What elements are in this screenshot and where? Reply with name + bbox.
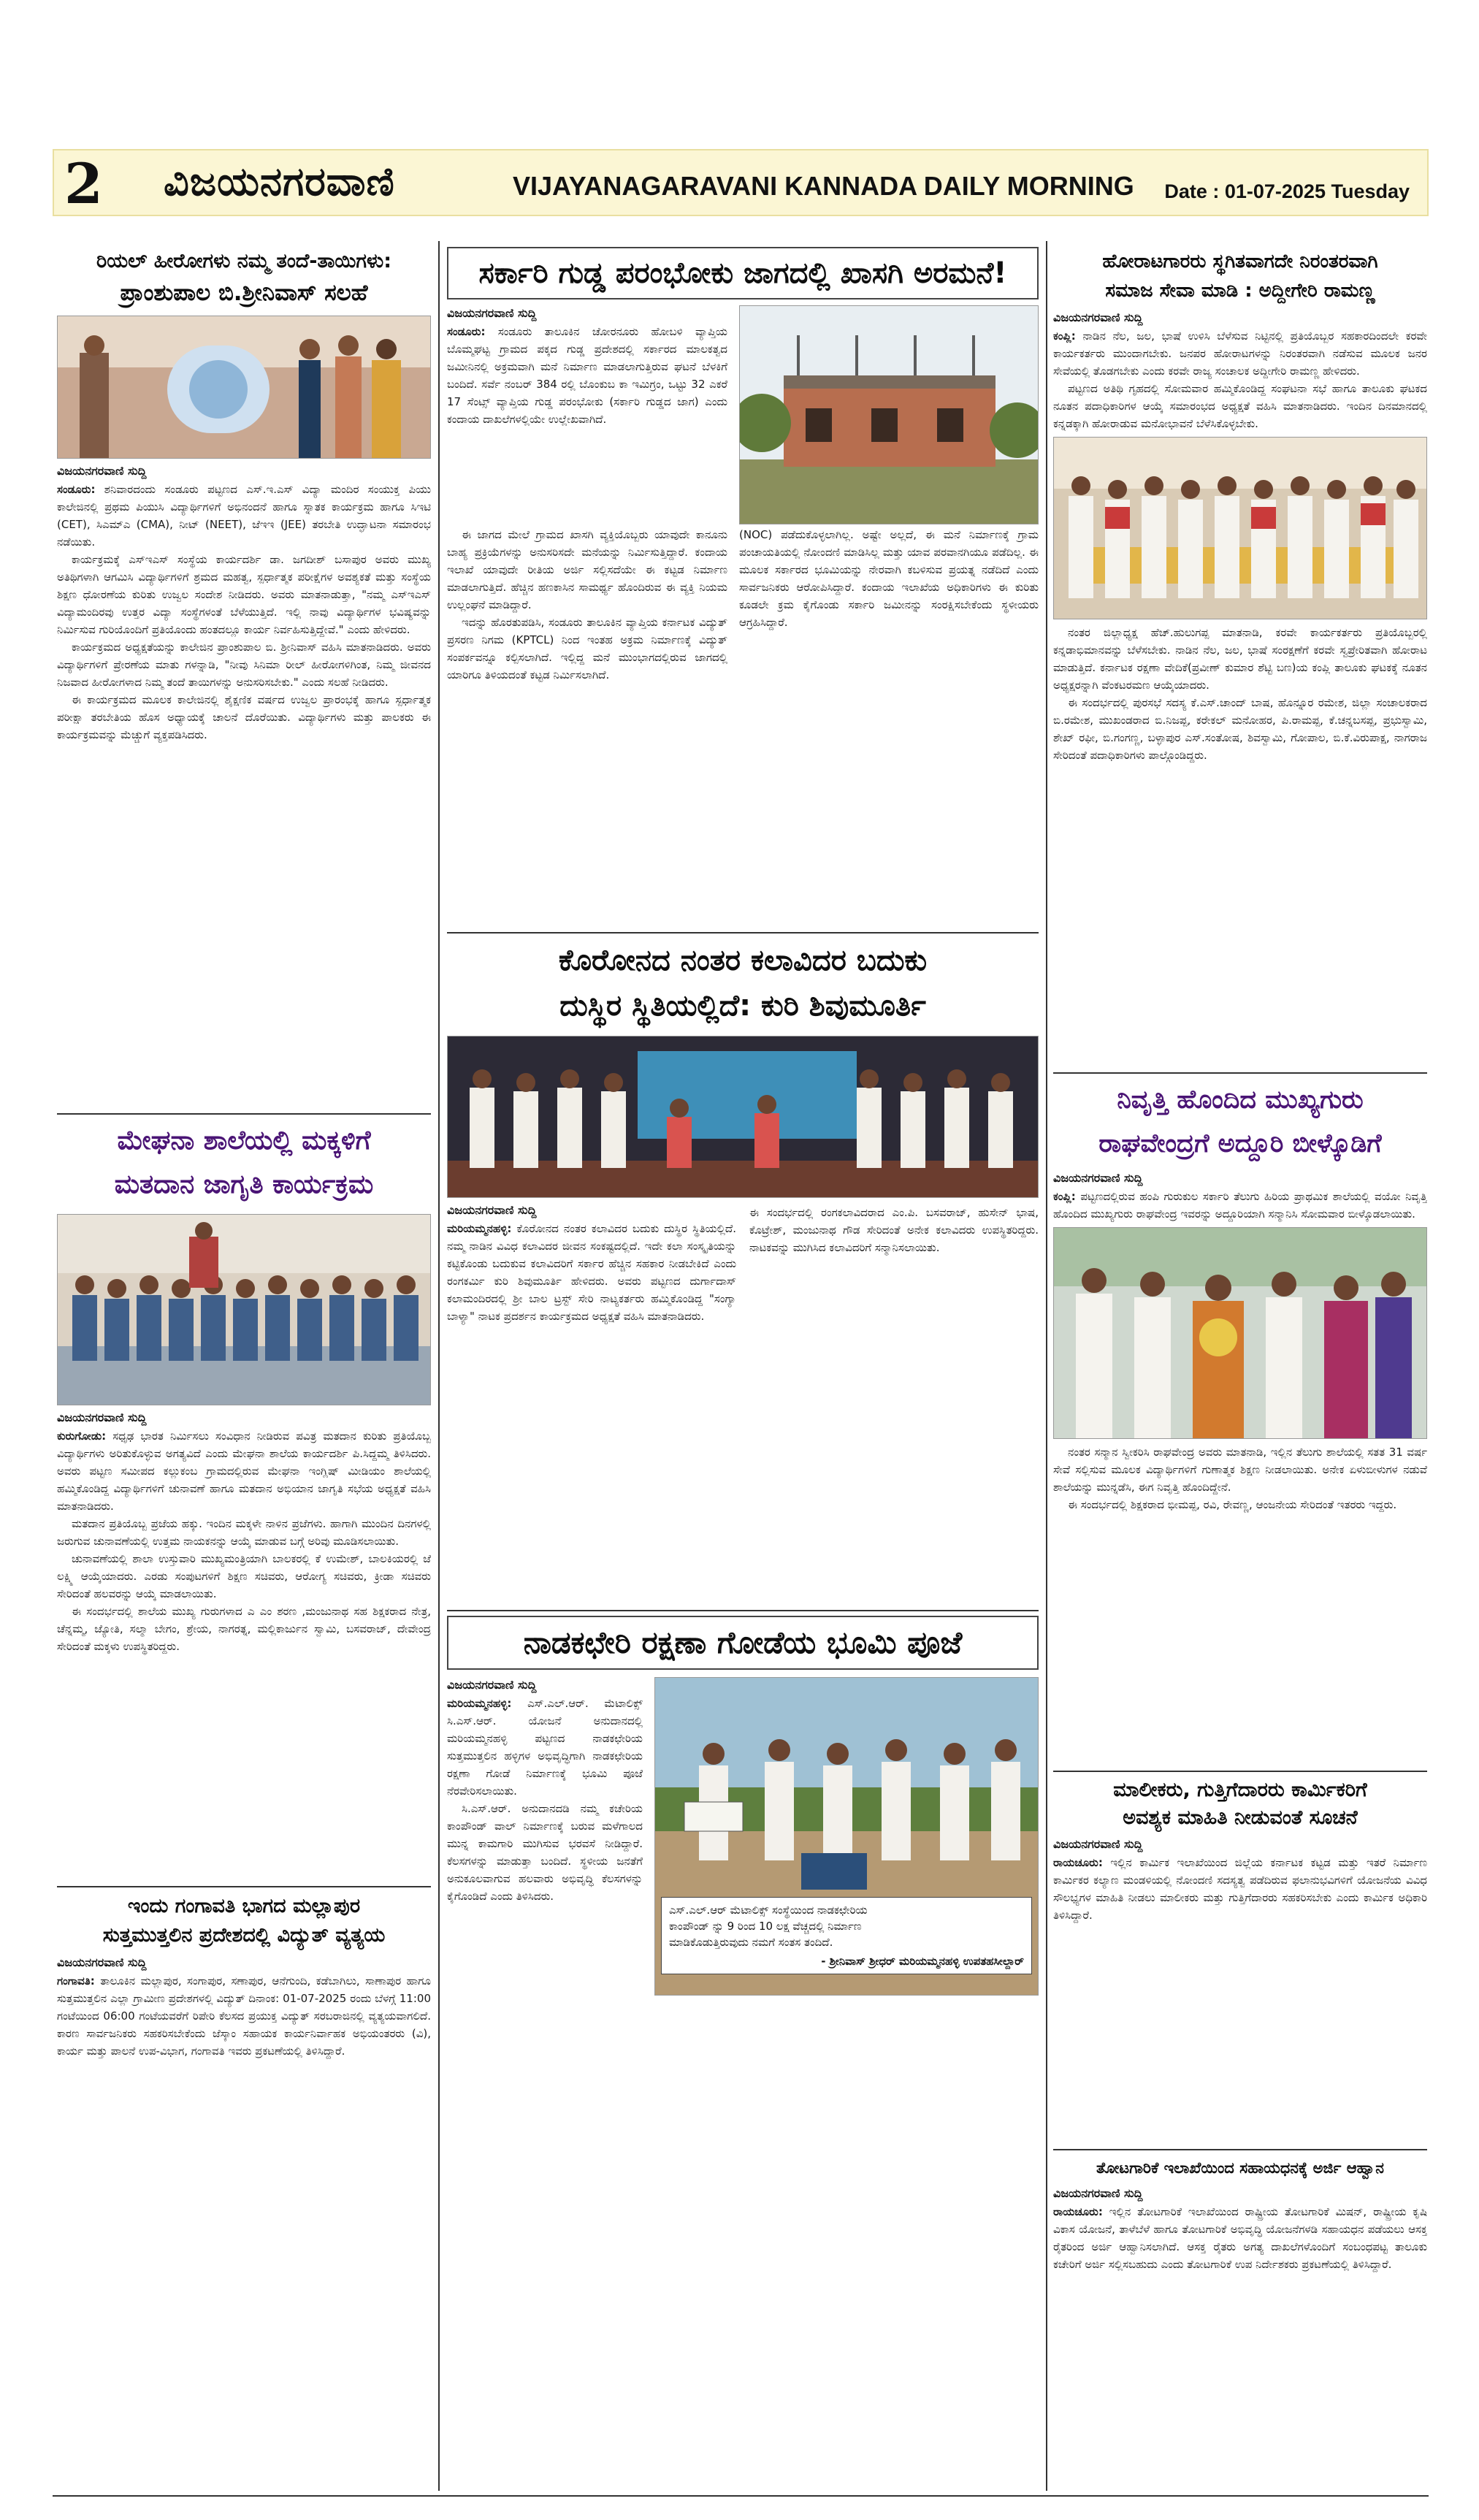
article-headline: ಮತದಾನ ಜಾಗೃತಿ ಕಾರ್ಯಕ್ರಮ: [114, 1169, 374, 1199]
article-body: ಗಂಗಾವತಿ: ತಾಲೂಕಿನ ಮಲ್ಲಾಪುರ, ಸಂಗಾಪುರ, ಸಣಾಪುರ, ಆನೆಗುಂದಿ, ಕಡೆಬಾಗಿಲು, ಸಾಣಾಪುರ ಹಾಗೂ ಸುತ್ತಮುತ್ತಲಿನ ಎಲ್ಲಾ ಗ್ರಾಮೀಣ ಪ್ರದೇಶಗಳಲ್ಲಿ ವಿದ್ಯುತ್ ದಿನಾಂಕ: 01-07-2025 ರಂದು ಬೆಳಗ್ಗೆ 11:00 ಗಂಟೆಯಿಂದ 06:00 ಗಂಟೆಯವರೆಗೆ ರಿಪೇರಿ ಕೆಲಸದ ಪ್ರಯುಕ್ತ ವಿದ್ಯುತ್ ಸರಬರಾಜಿನಲ್ಲಿ ವ್ಯತ್ಯಯವಾಗಲಿದೆ. ಕಾರಣ ಸಾರ್ವಜನಿಕರು ಸಹಕರಿಸಬೇಕೆಂದು ಜೆಸ್ಕಾಂ ಸಹಾಯಕ ಕಾರ್ಯನಿರ್ವಾಹಕ ಅಭಿಯಂತರರು (ವಿ), ಕಾರ್ಯ ಮತ್ತು ಪಾಲನೆ ಉಪ-ವಿಭಾಗ, ಗಂಗಾವತಿ ಇವರು ಪ್ರಕಟಣೆಯಲ್ಲಿ ತಿಳಿಸಿದ್ದಾರೆ.: [57, 1974, 431, 2058]
article-body: (NOC) ಪಡೆದುಕೊಳ್ಳಲಾಗಿಲ್ಲ. ಅಷ್ಟೇ ಅಲ್ಲದೆ, ಈ ಮನೆ ನಿರ್ಮಾಣಕ್ಕೆ ಗ್ರಾಮ ಪಂಚಾಯತಿಯಲ್ಲಿ ನೋಂದಣಿ ಮಾಡಿಸಿಲ್ಲ ಮತ್ತು ಯಾವ ಪರವಾನಗಿಯೂ ಪಡೆದಿಲ್ಲ. ಈ ಮೂಲಕ ಸರ್ಕಾರದ ಭೂಮಿಯನ್ನು ನೇರವಾಗಿ ಕಬಳಿಸುವ ಪ್ರಯತ್ನ ನಡೆದಿದೆ ಎಂದು ಸಾರ್ವಜನಿಕರು ಆರೋಪಿಸಿದ್ದಾರೆ. ಕಂದಾಯ ಇಲಾಖೆಯ ಅಧಿಕಾರಿಗಳು ಈ ಕುರಿತು ಕೂಡಲೇ ಕ್ರಮ ಕೈಗೊಂಡು ಸರ್ಕಾರಿ ಜಮೀನನ್ನು ಸಂರಕ್ಷಿಸಬೇಕೆಂದು ಸ್ಥಳೀಯರು ಆಗ್ರಹಿಸಿದ್ದಾರೆ.: [739, 528, 1039, 629]
article-horticulture-subsidy: [1053, 2155, 1427, 2491]
caption-credit: - ಶ್ರೀನಿವಾಸ್ ಶ್ರೀಧರ್ ಮರಿಯಮ್ಮನಹಳ್ಳಿ ಉಪತಹಸೀಲ್ದಾರ್: [821, 1955, 1024, 1968]
article-voting-awareness: [57, 1119, 431, 1879]
dateline: ಕಂಪ್ಲಿ:: [1053, 1190, 1076, 1203]
dateline: ಕಂಪ್ಲಿ:: [1053, 329, 1076, 343]
group-photo: [1054, 438, 1427, 619]
article-byline: ವಿಜಯನಗರವಾಣಿ ಸುದ್ದಿ: [57, 1955, 147, 1969]
article-body: ಈ ಸಂದರ್ಭದಲ್ಲಿ ಪುರಸಭೆ ಸದಸ್ಯ ಕೆ.ಎಸ್.ಚಾಂದ್ ಬಾಷ, ಹೊನ್ನೂರ ರಮೇಶ, ಜಿಲ್ಲಾ ಸಂಚಾಲಕರಾದ ಬಿ.ರಮೇಶ, ಮುಖಂಡರಾದ ಬಿ.ನಿಜಪ್ಪ, ಕರೇಕಲ್ ಮನೋಹರ, ಪಿ.ರಾಮಪ್ಪ, ಕೆ.ಚನ್ನಬಸಪ್ಪ, ಪ್ರಭುಸ್ವಾಮಿ, ಶೇಖ್ ರಫೀ, ಬಿ.ಗಂಗಣ್ಣ, ಬಳ್ಳಾಪುರ ಎಸ್.ಸಂತೋಷ, ಶಿವಸ್ವಾಮಿ, ಗೋಪಾಲ, ಬಿ.ಕೆ.ವಿರುಪಾಕ್ಷ, ನಾಗರಾಜ ಸೇರಿದಂತೆ ಪದಾಧಿಕಾರಿಗಳು ಪಾಲ್ಗೊಂಡಿದ್ದರು.: [1053, 696, 1427, 762]
article-retirement: [1053, 1078, 1427, 1765]
column-divider: [438, 241, 440, 2491]
article-divider: [447, 932, 1039, 933]
article-byline: ವಿಜಯನಗರವಾಣಿ ಸುದ್ದಿ: [57, 464, 147, 478]
article-body: ಮತದಾನ ಪ್ರತಿಯೊಬ್ಬ ಪ್ರಜೆಯ ಹಕ್ಕು. ಇಂದಿನ ಮಕ್ಕಳೇ ನಾಳಿನ ಪ್ರಜೆಗಳು. ಹಾಗಾಗಿ ಮುಂದಿನ ದಿನಗಳಲ್ಲಿ ಜರುಗುವ ಚುನಾವಣೆಯಲ್ಲಿ ಉತ್ತಮ ನಾಯಕನನ್ನು ಆಯ್ಕೆ ಮಾಡುವ ಬಗ್ಗೆ ಅರಿವು ಮೂಡಿಸಲಾಯಿತು.: [57, 1517, 431, 1548]
article-body: ಚುನಾವಣೆಯಲ್ಲಿ ಶಾಲಾ ಉಸ್ತುವಾರಿ ಮುಖ್ಯಮಂತ್ರಿಯಾಗಿ ಬಾಲಕರಲ್ಲಿ ಕೆ ಉಮೇಶ್, ಬಾಲಕಿಯರಲ್ಲಿ ಜೆ ಲಕ್ಷ್ಮಿ ಆಯ್ಕೆಯಾದರು. ಎರಡು ಸಂಪುಟಗಳಿಗೆ ಶಿಕ್ಷಣ ಸಚಿವರು, ಆರೋಗ್ಯ ಸಚಿವರು, ಕ್ರೀಡಾ ಸಚಿವರು ಸೇರಿದಂತೆ ಹಲವರನ್ನು ಆಯ್ಕೆ ಮಾಡಲಾಯಿತು.: [57, 1552, 431, 1600]
construction-photo: [739, 305, 1039, 524]
newspaper-title-english: VIJAYANAGARAVANI KANNADA DAILY MORNING: [513, 171, 1134, 201]
stage-photo: [448, 1036, 1039, 1198]
article-body: ಈ ಸಂದರ್ಭದಲ್ಲಿ ರಂಗಕಲಾವಿದರಾದ ಎಂ.ಪಿ. ಬಸವರಾಜ್, ಹುಸೇನ್ ಭಾಷ, ಕೊಟ್ರೇಶ್, ಮಂಜುನಾಥ ಗೌಡ ಸೇರಿದಂತೆ ಅನೇಕ ಕಲಾವಿದರು ಉಪಸ್ಥಿತರಿದ್ದರು. ನಾಟಕವನ್ನು ಮುಗಿಸಿದ ಕಲಾವಿದರಿಗೆ ಸನ್ಮಾನಿಸಲಾಯಿತು.: [749, 1206, 1039, 1254]
article-body: ಈ ಸಂದರ್ಭದಲ್ಲಿ ಶಿಕ್ಷಕರಾದ ಭೀಮಪ್ಪ, ರವಿ, ರೇವಣ್ಣ, ಆಂಜನೇಯ ಸೇರಿದಂತೆ ಇತರರು ಇದ್ದರು.: [1068, 1498, 1397, 1511]
article-principal-advice: [57, 247, 431, 1110]
article-headline: ನಾಡಕಛೇರಿ ರಕ್ಷಣಾ ಗೋಡೆಯ ಭೂಮಿ ಪೂಜೆ: [447, 1616, 1039, 1670]
dateline: ಮರಿಯಮ್ಮನಹಳ್ಳಿ:: [447, 1697, 512, 1710]
students-photo: [57, 1214, 431, 1405]
article-divider: [1053, 2149, 1427, 2150]
article-body: ಕಂಪ್ಲಿ: ನಾಡಿನ ನೆಲ, ಜಲ, ಭಾಷೆ ಉಳಿಸಿ ಬೆಳೆಸುವ ನಿಟ್ಟಿನಲ್ಲಿ ಪ್ರತಿಯೊಬ್ಬರ ಸಹಕಾರದಿಂದಲೇ ಕರವೇ ಕಾರ್ಯಕರ್ತರು ಮುಂದಾಗಬೇಕು. ಜನಪರ ಹೋರಾಟಗಳನ್ನು ನಿರಂತರವಾಗಿ ನಡೆಸುವ ಮೂಲಕ ಜನರ ಸೇವೆಯಲ್ಲಿ ತೊಡಗಬೇಕು ಎಂದು ಕರವೇ ರಾಜ್ಯ ಸಂಚಾಲಕ ಅದ್ದೀಗೇರಿ ರಾಮಣ್ಣ ಹೇಳಿದರು.: [1053, 329, 1427, 378]
stage-event-photo: [447, 1036, 1039, 1198]
article-byline: ವಿಜಯನಗರವಾಣಿ ಸುದ್ದಿ: [447, 1203, 537, 1217]
caption-line: ಮಾಡಿಕೊಡುತ್ತಿರುವುದು ನಮಗೆ ಸಂತಸ ತಂದಿದೆ.: [669, 1936, 833, 1949]
issue-date: Date : 01-07-2025 Tuesday: [1164, 180, 1410, 202]
felicitation-photo: [1053, 1227, 1427, 1439]
article-compound-wall: [447, 1616, 1039, 2491]
article-body: ನಂತರ ಸನ್ಮಾನ ಸ್ವೀಕರಿಸಿ ರಾಘವೇಂದ್ರ ಅವರು ಮಾತನಾಡಿ, ಇಲ್ಲಿನ ತೆಲುಗು ಶಾಲೆಯಲ್ಲಿ ಸತತ 31 ವರ್ಷ ಸೇವೆ ಸಲ್ಲಿಸುವ ಮೂಲಕ ವಿದ್ಯಾರ್ಥಿಗಳಿಗೆ ಗುಣಾತ್ಮಕ ಶಿಕ್ಷಣ ನೀಡಲಾಯಿತು. ಅನೇಕ ಏಳುಬೀಳುಗಳ ನಡುವೆ ಶಾಲೆಯನ್ನು ಮುನ್ನಡೆಸಿ, ಈಗ ನಿವೃತ್ತಿ ಹೊಂದಿದ್ದೇನೆ.: [1053, 1446, 1427, 1494]
article-karave-meeting: [1053, 247, 1427, 1066]
article-headline: ಸರ್ಕಾರಿ ಗುಡ್ಡ ಪರಂಭೋಕು ಜಾಗದಲ್ಲಿ ಖಾಸಗಿ ಅರಮನೆ!: [447, 247, 1039, 299]
retirement-photo: [1054, 1228, 1427, 1439]
article-body: ಪಟ್ಟಣದ ಅತಿಥಿ ಗೃಹದಲ್ಲಿ ಸೋಮವಾರ ಹಮ್ಮಿಕೊಂಡಿದ್ದ ಸಂಘಟನಾ ಸಭೆ ಹಾಗೂ ತಾಲೂಕು ಘಟಕದ ನೂತನ ಪದಾಧಿಕಾರಿಗಳ ಆಯ್ಕೆ ಸಮಾರಂಭದ ಅಧ್ಯಕ್ಷತೆ ವಹಿಸಿ ಮಾತನಾಡಿದರು. ಇಂದಿನ ದಿನಮಾನದಲ್ಲಿ ಕನ್ನಡಕ್ಕಾಗಿ ಹೋರಾಡುವ ಮನೋಭಾವನೆ ಬೆಳೆಸಿಕೊಳ್ಳಬೇಕು.: [1053, 382, 1427, 430]
event-photo: [57, 316, 431, 459]
article-headline: ಪ್ರಾಂಶುಪಾಲ ಬಿ.ಶ್ರೀನಿವಾಸ್ ಸಲಹೆ: [120, 280, 368, 306]
ceremony-photo: [58, 316, 431, 459]
article-byline: ವಿಜಯನಗರವಾಣಿ ಸುದ್ದಿ: [1053, 2186, 1143, 2200]
article-headline: ಮೇಘನಾ ಶಾಲೆಯಲ್ಲಿ ಮಕ್ಕಳಿಗೆ: [117, 1126, 371, 1156]
masthead: [53, 149, 1429, 216]
article-body: ಕಂಪ್ಲಿ: ಪಟ್ಟಣದಲ್ಲಿರುವ ಹಂಪಿ ಗುರುಕುಲ ಸರ್ಕಾರಿ ತೆಲುಗು ಹಿರಿಯ ಪ್ರಾಥಮಿಕ ಶಾಲೆಯಲ್ಲಿ ವಯೋ ನಿವೃತ್ತಿ ಹೊಂದಿದ ಮುಖ್ಯಗುರು ರಾಘವೇಂದ್ರ ಇವರನ್ನು ಅದ್ದೂರಿಯಾಗಿ ಸನ್ಮಾನಿಸಿ ಸೋಮವಾರ ಬೀಳ್ಕೊಡಲಾಯಿತು.: [1053, 1190, 1427, 1221]
column-divider: [1046, 241, 1047, 2491]
building-site-photo: [740, 306, 1039, 524]
article-headline: ಮಾಲೀಕರು, ಗುತ್ತಿಗೆದಾರರು ಕಾರ್ಮಿಕರಿಗೆ: [1113, 1779, 1367, 1801]
article-headline: ತೋಟಗಾರಿಕೆ ಇಲಾಖೆಯಿಂದ ಸಹಾಯಧನಕ್ಕೆ ಅರ್ಜಿ ಆಹ್ವಾನ: [1096, 2159, 1384, 2177]
page-number: 2: [64, 151, 103, 216]
article-body: ಕಾರ್ಯಕ್ರಮಕ್ಕೆ ಎಸ್‌ಇಎಸ್ ಸಂಸ್ಥೆಯ ಕಾರ್ಯದರ್ಶಿ ಡಾ. ಜಗದೀಶ್ ಬಸಾಪುರ ಅವರು ಮುಖ್ಯ ಅತಿಥಿಗಳಾಗಿ ಆಗಮಿಸಿ ವಿದ್ಯಾರ್ಥಿಗಳಿಗೆ ಶ್ರಮದ ಮಹತ್ವ, ಸ್ಪರ್ಧಾತ್ಮಕ ಪರೀಕ್ಷೆಗಳ ಅವಶ್ಯಕತೆ ಮತ್ತು ಸಂಸ್ಥೆಯ ಶಿಕ್ಷಣ ಧೋರಣೆಯ ಕುರಿತು ಉಜ್ವಲ ಸಂದೇಶ ನೀಡಿದರು. ಅವರು ಮಾತನಾಡುತ್ತಾ, "ನಮ್ಮ ಎಸ್‌ಇಎಸ್ ವಿದ್ಯಾಮಂದಿರವು ಉತ್ತರ ವಿದ್ಯಾ ಸಂಸ್ಥೆಗಳಂತೆ ಬೆಳೆಯುತ್ತಿದೆ. ಇಲ್ಲಿ ನಾವು ವಿದ್ಯಾರ್ಥಿಗಳ ಭವಿಷ್ಯವನ್ನು ನಿರ್ಮಿಸುವ ಗುರಿಯೊಂದಿಗೆ ಪ್ರತಿಯೊಂದು ಹಂತದಲ್ಲೂ ಕಾರ್ಯ ನಿರ್ವಹಿಸುತ್ತಿದ್ದೇವೆ." ಎಂದು ಹೇಳಿದರು.: [57, 553, 431, 636]
dateline: ಗಂಗಾವತಿ:: [57, 1974, 95, 1988]
classroom-photo: [58, 1215, 431, 1405]
article-byline: ವಿಜಯನಗರವಾಣಿ ಸುದ್ದಿ: [447, 306, 537, 320]
ground-breaking-photo: [654, 1677, 1039, 1996]
article-body: ಈ ಜಾಗದ ಮೇಲೆ ಗ್ರಾಮದ ಖಾಸಗಿ ವ್ಯಕ್ತಿಯೊಬ್ಬರು ಯಾವುದೇ ಕಾನೂನು ಬಾಹ್ಯ ಪ್ರಕ್ರಿಯೆಗಳನ್ನು ಅನುಸರಿಸದೇ ಮನೆಯನ್ನು ನಿರ್ಮಿಸುತ್ತಿದ್ದಾರೆ. ಕಂದಾಯ ಇಲಾಖೆ ಯಾವುದೇ ರೀತಿಯ ಅರ್ಜಿ ಸಲ್ಲಿಸದೆಯೇ ಈ ಕಟ್ಟಡ ನಿರ್ಮಾಣ ಮಾಡಲಾಗುತ್ತಿದೆ. ಹೆಚ್ಚಿನ ಹಣಕಾಸಿನ ಸಾಮರ್ಥ್ಯ ಹೊಂದಿರುವ ಈ ವ್ಯಕ್ತಿ ನಿಯಮ ಉಲ್ಲಂಘನೆ ಮಾಡಿದ್ದಾರೆ.: [447, 528, 727, 611]
article-divider: [57, 1113, 431, 1115]
article-byline: ವಿಜಯನಗರವಾಣಿ ಸುದ್ದಿ: [57, 1410, 147, 1424]
article-body: ಮರಿಯಮ್ಮನಹಳ್ಳಿ: ಎಸ್.ಎಲ್.ಆರ್. ಮೆಟಾಲಿಕ್ಸ್ ಸಿ.ಎಸ್.ಆರ್. ಯೋಜನೆ ಅನುದಾನದಲ್ಲಿ ಮರಿಯಮ್ಮನಹಳ್ಳಿ ಪಟ್ಟಣದ ನಾಡಕಛೇರಿಯ ಸುತ್ತಮುತ್ತಲಿನ ಹಳ್ಳಿಗಳ ಅಭಿವೃದ್ಧಿಗಾಗಿ ನಾಡಕಛೇರಿಯ ರಕ್ಷಣಾ ಗೋಡೆ ನಿರ್ಮಾಣಕ್ಕೆ ಭೂಮಿ ಪೂಜೆ ನೆರವೇರಿಸಲಾಯಿತು.: [447, 1697, 643, 1798]
caption-line: ಎಸ್.ಎಲ್.ಆರ್ ಮೆಟಾಲಿಕ್ಸ್ ಸಂಸ್ಥೆಯಿಂದ ನಾಡಕಛೇರಿಯ: [669, 1904, 868, 1917]
article-divider: [1053, 1072, 1427, 1074]
article-illegal-construction: [447, 247, 1039, 926]
dateline: ರಾಯಚೂರು:: [1053, 2205, 1103, 2218]
article-byline: ವಿಜಯನಗರವಾಣಿ ಸುದ್ದಿ: [447, 1678, 537, 1692]
article-body: ಸಂಡೂರು: ಶನಿವಾರದಂದು ಸಂಡೂರು ಪಟ್ಟಣದ ಎಸ್.ಇ.ಎಸ್ ವಿದ್ಯಾ ಮಂದಿರ ಸಂಯುಕ್ತ ಪಿಯು ಕಾಲೇಜಿನಲ್ಲಿ ಪ್ರಥಮ ಪಿಯುಸಿ ವಿದ್ಯಾರ್ಥಿಗಳಿಗೆ ಅಭಿನಂದನೆ ಹಾಗೂ ಸ್ನಾತಕ ಕಾರ್ಯಕ್ರಮ ಹಾಗೂ ಸಿಇಟಿ (CET), ಸಿಎಮ್ಎ (CMA), ನೀಟ್ (NEET), ಜೆಇಇ (JEE) ತರಬೇತಿ ಉದ್ಘಾಟನಾ ಸಮಾರಂಭ ನಡೆಯಿತು.: [57, 483, 431, 549]
article-divider: [447, 1610, 1039, 1611]
article-body: ಕಾರ್ಯಕ್ರಮದ ಅಧ್ಯಕ್ಷತೆಯನ್ನು ಕಾಲೇಜಿನ ಪ್ರಾಂಶುಪಾಲ ಬಿ. ಶ್ರೀನಿವಾಸ್ ವಹಿಸಿ ಮಾತನಾಡಿದರು. ಅವರು ವಿದ್ಯಾರ್ಥಿಗಳಿಗೆ ಪ್ರೇರಣೆಯ ಮಾತು ಗಳನ್ನಾಡಿ, "ನೀವು ಸಿನಿಮಾ ರೀಲ್ ಹೀರೋಗಳಿಗಿಂತ, ನಿಮ್ಮ ಜೀವನದ ನಿಜವಾದ ಹೀರೋಗಳಾದ ನಿಮ್ಮ ತಂದೆ ತಾಯಿಗಳನ್ನು ಅನುಸರಿಸಬೇಕು." ಎಂದು ಸಲಹೆ ನೀಡಿದರು.: [57, 641, 431, 689]
article-body: ಈ ಸಂದರ್ಭದಲ್ಲಿ ಶಾಲೆಯ ಮುಖ್ಯ ಗುರುಗಳಾದ ಎ ಎಂ ಶರಣ ,ಮಂಜುನಾಥ ಸಹ ಶಿಕ್ಷಕರಾದ ನೇತ್ರ, ಚೆನ್ನಮ್ಮ, ಜ್ಯೋತಿ, ಸಲ್ಮಾ ಬೇಗಂ, ಶ್ರೇಯ, ನಾಗರತ್ನ, ಮಲ್ಲಿಕಾರ್ಜುನ ಸ್ವಾಮಿ, ಬಸವರಾಜ್, ದೇವೇಂದ್ರ ಸೇರಿದಂತೆ ಮಕ್ಕಳು ಉಪಸ್ಥಿತರಿದ್ದರು.: [57, 1605, 431, 1653]
meeting-photo: [1053, 437, 1427, 619]
article-headline: ರಿಯಲ್ ಹೀರೋಗಳು ನಮ್ಮ ತಂದೆ-ತಾಯಿಗಳು:: [96, 250, 391, 272]
newspaper-title-kannada: ವಿಜಯನಗರವಾಣಿ: [164, 159, 395, 205]
dateline: ಕುರುಗೋಡು:: [57, 1429, 107, 1443]
dateline: ಸಂಡೂರು:: [57, 483, 96, 496]
article-divider: [1053, 1771, 1427, 1772]
article-divider: [57, 1886, 431, 1887]
article-body: ಈ ಕಾರ್ಯಕ್ರಮದ ಮೂಲಕ ಕಾಲೇಜಿನಲ್ಲಿ ಶೈಕ್ಷಣಿಕ ವರ್ಷದ ಉಜ್ವಲ ಪ್ರಾರಂಭಕ್ಕೆ ಹಾಗೂ ಸ್ಪರ್ಧಾತ್ಮಕ ಪರೀಕ್ಷಾ ತರಬೇತಿಯ ಹೊಸ ಅಧ್ಯಾಯಕ್ಕೆ ಚಾಲನೆ ದೊರೆಯಿತು. ವಿದ್ಯಾರ್ಥಿಗಳು ಮತ್ತು ಪಾಲಕರು ಈ ಕಾರ್ಯಕ್ರಮವನ್ನು ಮೆಚ್ಚುಗೆ ವ್ಯಕ್ತಪಡಿಸಿದರು.: [57, 693, 431, 741]
article-body: ರಾಯಚೂರು: ಇಲ್ಲಿನ ತೋಟಗಾರಿಕೆ ಇಲಾಖೆಯಿಂದ ರಾಷ್ಟ್ರೀಯ ತೋಟಗಾರಿಕೆ ಮಿಷನ್, ರಾಷ್ಟ್ರೀಯ ಕೃಷಿ ವಿಕಾಸ ಯೋಜನೆ, ತಾಳೆಬೆಳೆ ಹಾಗೂ ತೋಟಗಾರಿಕೆ ಅಭಿವೃದ್ಧಿ ಯೋಜನೆಗಳಡಿ ಸಹಾಯಧನ ಪಡೆಯಲು ಆಸಕ್ತ ರೈತರಿಂದ ಅರ್ಜಿ ಆಹ್ವಾನಿಸಲಾಗಿದೆ. ಆಸಕ್ತ ರೈತರು ಅಗತ್ಯ ದಾಖಲೆಗಳೊಂದಿಗೆ ಸಂಬಂಧಪಟ್ಟ ತಾಲೂಕು ಕಚೇರಿಗೆ ಅರ್ಜಿ ಸಲ್ಲಿಸಬಹುದು ಎಂದು ತೋಟಗಾರಿಕೆ ಉಪ ನಿರ್ದೇಶಕರು ಪ್ರಕಟಣೆಯಲ್ಲಿ ತಿಳಿಸಿದ್ದಾರೆ.: [1053, 2205, 1427, 2271]
dateline: ಮರಿಯಮ್ಮನಹಳ್ಳಿ:: [447, 1222, 512, 1235]
article-headline: ಹೋರಾಟಗಾರರು ಸ್ಥಗಿತವಾಗದೇ ನಿರಂತರವಾಗಿ: [1102, 251, 1378, 272]
photo-caption: [661, 1897, 1032, 1974]
article-power-outage: [57, 1892, 431, 2491]
article-headline: ಸುತ್ತಮುತ್ತಲಿನ ಪ್ರದೇಶದಲ್ಲಿ ವಿದ್ಯುತ್ ವ್ಯತ್ಯಯ: [102, 1924, 386, 1947]
article-headline: ಕೊರೋನದ ನಂತರ ಕಲಾವಿದರ ಬದುಕು: [558, 944, 928, 977]
article-body: ಸಿ.ಎಸ್.ಆರ್. ಅನುದಾನದಡಿ ನಮ್ಮ ಕಚೇರಿಯ ಕಾಂಪೌಂಡ್ ವಾಲ್ ನಿರ್ಮಾಣಕ್ಕೆ ಬರುವ ಮಳೆಗಾಲದ ಮುನ್ನ ಕಾಮಗಾರಿ ಮುಗಿಸುವ ಭರವಸೆ ನೀಡಿದ್ದಾರೆ. ಕೆಲಸಗಳನ್ನು ಮಾಡುತ್ತಾ ಬಂದಿದೆ. ಸ್ಥಳೀಯ ಜನತೆಗೆ ಅನುಕೂಲವಾಗುವ ಹಲವಾರು ಅಭಿವೃದ್ಧಿ ಕೆಲಸಗಳನ್ನು ಕೈಗೊಂಡಿದೆ ಎಂದು ತಿಳಿಸಿದರು.: [447, 1802, 643, 1903]
article-headline: ನಿವೃತ್ತಿ ಹೊಂದಿದ ಮುಖ್ಯಗುರು: [1117, 1085, 1364, 1115]
article-body: ಇದನ್ನು ಹೊರತುಪಡಿಸಿ, ಸಂಡೂರು ತಾಲೂಕಿನ ವ್ಯಾಪ್ತಿಯ ಕರ್ನಾಟಕ ವಿದ್ಯುತ್ ಪ್ರಸರಣ ನಿಗಮ (KPTCL) ನಿಂದ ಇಂತಹ ಅಕ್ರಮ ನಿರ್ಮಾಣಕ್ಕೆ ವಿದ್ಯುತ್ ಸಂಪರ್ಕವನ್ನೂ ಕಲ್ಪಿಸಲಾಗಿದೆ. ಇಲ್ಲಿದ್ದ ಮನೆ ಮುಂಭಾಗದಲ್ಲಿರುವ ಜಾಗದಲ್ಲಿ ಯಾರಿಗೂ ತಿಳಿಯದಂತೆ ಕಟ್ಟಡ ನಿರ್ಮಿಸಲಾಗಿದೆ.: [447, 616, 727, 681]
article-body: ಸಂಡೂರು: ಸಂಡೂರು ತಾಲೂಕಿನ ಚೋರನೂರು ಹೋಬಳಿ ವ್ಯಾಪ್ತಿಯ ಬೊಮ್ಮಘಟ್ಟ ಗ್ರಾಮದ ಪಕ್ಕದ ಗುಡ್ಡ ಪ್ರದೇಶದಲ್ಲಿ ಸರ್ಕಾರದ ಮಾಲಕತ್ವದ ಜಮೀನಿನಲ್ಲಿ ಅಕ್ರಮವಾಗಿ ಮನೆ ನಿರ್ಮಾಣ ಮಾಡಲಾಗುತ್ತಿರುವ ಘಟನೆ ಬೆಳಕಿಗೆ ಬಂದಿದೆ. ಸರ್ವೆ ನಂಬರ್ 384 ರಲ್ಲಿ ಬೊಂಕುಬ ಕಾ ಇಮಿಗ್ರಂ, ಒಟ್ಟು 32 ಎಕರೆ 17 ಸೆಂಟ್ಸ್ ವ್ಯಾಪ್ತಿಯ ಗುಡ್ಡ ಪರಂಭೋಕು (ಸರ್ಕಾರಿ ಗುಡ್ಡದ ಜಾಗ) ಎಂದು ಕಂದಾಯ ದಾಖಲೆಗಳಲ್ಲಿಯೇ ಉಲ್ಲೇಖವಾಗಿದೆ.: [447, 325, 727, 426]
article-headline: ದುಸ್ಥಿರ ಸ್ಥಿತಿಯಲ್ಲಿದೆ: ಕುರಿ ಶಿವುಮೂರ್ತಿ: [559, 989, 926, 1023]
article-body: ಮರಿಯಮ್ಮನಹಳ್ಳಿ: ಕೊರೋನದ ನಂತರ ಕಲಾವಿದರ ಬದುಕು ದುಸ್ಥಿರ ಸ್ಥಿತಿಯಲ್ಲಿದೆ. ನಮ್ಮ ನಾಡಿನ ವಿವಿಧ ಕಲಾವಿದರ ಜೀವನ ಸಂಕಷ್ಟದಲ್ಲಿದೆ. ಇದೇ ಕಲಾ ಸಂಸ್ಕೃತಿಯನ್ನು ಕಟ್ಟಿಕೊಂಡು ಬದುಕುವ ಕಲಾವಿದರಿಗೆ ಸರ್ಕಾರ ಹೆಚ್ಚಿನ ಸಹಕಾರ ನೀಡಬೇಕಿದೆ ಎಂದು ರಂಗಕರ್ಮಿ ಕುರಿ ಶಿವುಮೂರ್ತಿ ಹೇಳಿದರು. ಅವರು ಪಟ್ಟಣದ ದುರ್ಗಾದಾಸ್ ಕಲಾಮಂದಿರದಲ್ಲಿ ಶ್ರೀ ಬಾಲ ಟ್ರಸ್ಟ್ ಸೇರಿ ನಾಟ್ಯಕರ್ತರು ಹಮ್ಮಿಕೊಂಡಿದ್ದ "ಸಂಗ್ಯಾ ಬಾಳ್ಯಾ" ನಾಟಕ ಪ್ರದರ್ಶನ ಕಾರ್ಯಕ್ರಮದ ಅಧ್ಯಕ್ಷತೆ ವಹಿಸಿ ಮಾತನಾಡಿದರು.: [447, 1222, 736, 1323]
page-bottom-rule: [53, 2495, 1429, 2497]
article-labour-notice: [1053, 1776, 1427, 2146]
article-headline: ಸಮಾಜ ಸೇವಾ ಮಾಡಿ : ಅದ್ದೀಗೇರಿ ರಾಮಣ್ಣ: [1105, 280, 1375, 302]
dateline: ಸಂಡೂರು:: [447, 325, 486, 338]
article-headline: ಅವಶ್ಯಕ ಮಾಹಿತಿ ನೀಡುವಂತೆ ಸೂಚನೆ: [1123, 1806, 1358, 1829]
article-headline: ಇಂದು ಗಂಗಾವತಿ ಭಾಗದ ಮಲ್ಲಾಪುರ: [127, 1895, 361, 1917]
article-byline: ವಿಜಯನಗರವಾಣಿ ಸುದ್ದಿ: [1053, 1837, 1143, 1851]
article-artists-life: [447, 938, 1039, 1603]
article-body: ರಾಯಚೂರು: ಇಲ್ಲಿನ ಕಾರ್ಮಿಕ ಇಲಾಖೆಯಿಂದ ಜಿಲ್ಲೆಯ ಕರ್ನಾಟಕ ಕಟ್ಟಡ ಮತ್ತು ಇತರೆ ನಿರ್ಮಾಣ ಕಾರ್ಮಿಕರ ಕಲ್ಯಾಣ ಮಂಡಳಿಯಲ್ಲಿ ನೋಂದಣಿ ಸದಸ್ಯತ್ವ ಪಡೆದಿರುವ ಫಲಾನುಭವಿಗಳಿಗೆ ಯೋಜನೆಯ ವಿವಿಧ ಸೌಲಭ್ಯಗಳ ಮಾಹಿತಿ ನೀಡಲು ಮಾಲೀಕರು ಮತ್ತು ಗುತ್ತಿಗೆದಾರರು ಸಹಕರಿಸಬೇಕು ಎಂದು ಕಾರ್ಮಿಕ ಅಧಿಕಾರಿ ತಿಳಿಸಿದ್ದಾರೆ.: [1053, 1856, 1427, 1922]
article-headline: ರಾಘವೇಂದ್ರಗೆ ಅದ್ದೂರಿ ಬೀಳ್ಕೊಡಿಗೆ: [1098, 1129, 1382, 1158]
article-body: ಕುರುಗೋಡು: ಸಧೃಢ ಭಾರತ ನಿರ್ಮಿಸಲು ಸಂವಿಧಾನ ನೀಡಿರುವ ಪವಿತ್ರ ಮತದಾನ ಕುರಿತು ಪ್ರತಿಯೊಬ್ಬ ವಿದ್ಯಾರ್ಥಿಗಳು ಅರಿತುಕೊಳ್ಳುವ ಅಗತ್ಯವಿದೆ ಎಂದು ಮೇಘನಾ ಶಾಲೆಯ ಕಾರ್ಯದರ್ಶಿ ಪಿ.ಸಿದ್ದಮ್ಮ ತಿಳಿಸಿದರು. ಅವರು ಪಟ್ಟಣ ಸಮೀಪದ ಕಲ್ಲುಕಂಬ ಗ್ರಾಮದಲ್ಲಿರುವ ಮೇಘನಾ ಇಂಗ್ಲಿಷ್ ಮೀಡಿಯಂ ಶಾಲೆಯಲ್ಲಿ ಹಮ್ಮಿಕೊಂಡಿದ್ದ ವಿದ್ಯಾರ್ಥಿಗಳಿಗೆ ಚುನಾವಣೆ ಹಾಗೂ ಮತದಾನ ಅಭಿಯಾನ ಜಾಗೃತಿ ಸಭೆಯ ಅಧ್ಯಕ್ಷತೆ ವಹಿಸಿ ಮಾತನಾಡಿದರು.: [57, 1429, 431, 1513]
article-byline: ವಿಜಯನಗರವಾಣಿ ಸುದ್ದಿ: [1053, 310, 1143, 324]
article-byline: ವಿಜಯನಗರವಾಣಿ ಸುದ್ದಿ: [1053, 1171, 1143, 1185]
dateline: ರಾಯಚೂರು:: [1053, 1856, 1103, 1869]
caption-line: ಕಾಂಪೌಂಡ್ ನ್ನು 9 ರಿಂದ 10 ಲಕ್ಷ ವೆಚ್ಚದಲ್ಲಿ ನಿರ್ಮಾಣ: [669, 1920, 862, 1933]
article-body: ನಂತರ ಜಿಲ್ಲಾಧ್ಯಕ್ಷ ಹೆಚ್.ಹುಲುಗಪ್ಪ ಮಾತನಾಡಿ, ಕರವೇ ಕಾರ್ಯಕರ್ತರು ಪ್ರತಿಯೊಬ್ಬರಲ್ಲಿ ಕನ್ನಡಾಭಿಮಾನವನ್ನು ಬೆಳೆಸಬೇಕು. ನಾಡಿನ ನೆಲ, ಜಲ, ಭಾಷೆ ಸಂರಕ್ಷಣೆಗೆ ಕರವೇ ಸ್ವಪ್ರೇರಿತವಾಗಿ ಹೋರಾಟ ಮಾಡುತ್ತಿದೆ. ಕರ್ನಾಟಕ ರಕ್ಷಣಾ ವೇದಿಕೆ(ಪ್ರವೀಣ್ ಕುಮಾರ ಶೆಟ್ಟಿ ಬಣ)ಯ ಕಂಪ್ಲಿ ತಾಲೂಕು ಘಟಕಕ್ಕೆ ನೂತನ ಅಧ್ಯಕ್ಷರನ್ನಾಗಿ ವೆಂಕಟರಮಣ ಆಯ್ಕೆಯಾದರು.: [1053, 626, 1427, 692]
